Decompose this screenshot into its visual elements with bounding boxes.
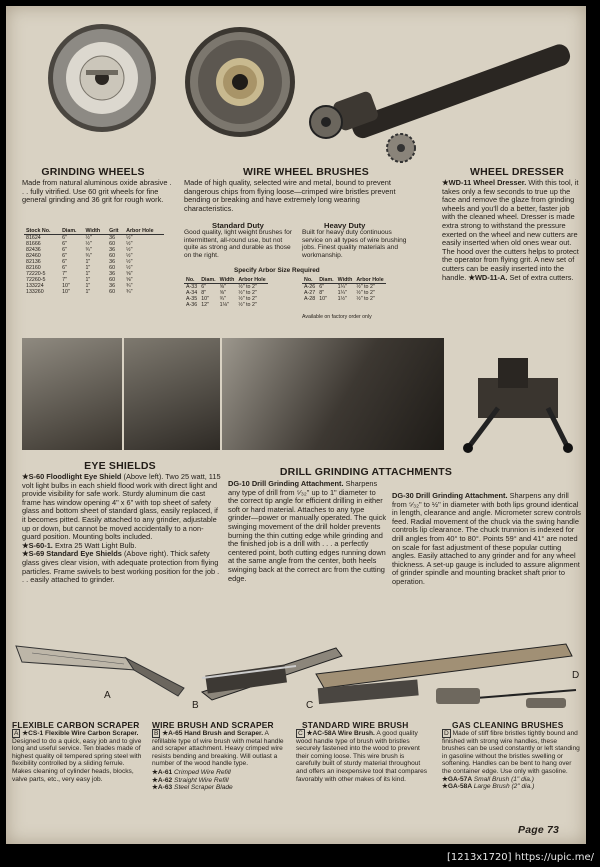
grinding-wheel-header: Stock No. — [24, 228, 60, 235]
grinding-wheel-cell: 60 — [109, 253, 116, 259]
grinding-wheel-header: Grit — [107, 228, 124, 235]
grinding-wheel-cell: 1" — [85, 277, 91, 283]
scraper-title: FLEXIBLE CARBON SCRAPER — [12, 720, 140, 730]
heavy-brush-cell: 1¼" — [337, 290, 347, 296]
gb-badge: D — [444, 730, 449, 737]
grinding-wheel-cell: 82460 — [26, 253, 41, 259]
grinding-wheel-cell: 1" — [85, 259, 91, 265]
wheel-dresser-photo — [306, 22, 578, 172]
gas-brush-item-desc: Small Brush (1" dia.) — [473, 775, 534, 783]
grinding-wheel-cell: ½" — [85, 241, 92, 247]
refill-item-desc: Straight Wire Refill — [174, 776, 229, 784]
grinding-wheel-cell: 10" — [62, 283, 70, 289]
grinding-wheel-cell: ¾" — [126, 283, 133, 289]
arbor-caption: Specify Arbor Size Required — [234, 267, 320, 274]
standard-brush-cell: ⅝" — [219, 290, 226, 296]
heavy-brush-cell: A-26 — [304, 284, 316, 290]
grinding-wheel-row — [24, 289, 164, 295]
gas-brush-drawing — [436, 688, 576, 708]
gas-brushes-text — [442, 730, 582, 791]
refill-item — [152, 769, 286, 777]
gas-brush-list — [442, 776, 582, 791]
a65-text: A refillable type of wire brush with metal handle and scraper attachment. Heavy crimped wire resists bending and breaking. Will outlast a number of the wood handle type. — [152, 730, 284, 768]
page-number: Page 73 — [518, 824, 560, 836]
tools-illustration — [6, 618, 586, 710]
grinding-wheel-header: Diam. — [60, 228, 83, 235]
grinding-wheel-cell: 6" — [62, 235, 67, 241]
cs1-item: ★CS-1 Flexible Wire Carbon Scraper. — [22, 730, 139, 737]
heavy-brush-cell: 1¼" — [337, 284, 347, 290]
grinding-wheel-cell: ⅝" — [126, 277, 133, 283]
tool-label-d: D — [572, 670, 580, 681]
refill-item-code: ★A-62 — [152, 776, 175, 784]
gb-text: Made of stiff fibre bristles tightly bound and finished with strong wire handles, these brushes can be used constantly or left standing in gasoline without the bristles swelling or softening. Handles can be bent to hang over the container edge. Use only with gasoline. — [442, 730, 580, 775]
standard-shield-photo — [124, 338, 220, 450]
grinding-wheel-cell: 36 — [109, 283, 116, 289]
watermark-bar — [0, 851, 600, 867]
gas-brush-item-desc: Large Brush (2" dia.) — [473, 783, 535, 791]
ac58a-text: A good quality wood handle type of brush with bristles securely fastened into the wood to prevent their coming loose. This wire brush is carefully built of sturdy material throughout and offers an inexpensive tool that compares favorably with other makes of its kind. — [296, 730, 428, 783]
drill-grinding-title: DRILL GRINDING ATTACHMENTS — [279, 466, 453, 478]
wd-11a-text: Set of extra cutters. — [509, 272, 574, 282]
s60-1-text: Extra 25 Watt Light Bulb. — [54, 540, 137, 550]
standard-brush-cell: 8" — [201, 290, 207, 296]
grinding-wheel-cell: ⅝" — [126, 271, 133, 277]
grinding-wheel-cell: 7" — [62, 271, 67, 277]
heavy-brush-row — [302, 296, 386, 302]
heavy-brush-cell: A-28 — [304, 296, 316, 302]
floodlight-shield-photo — [22, 338, 122, 450]
grinding-wheel-cell: ½" — [85, 235, 92, 241]
heavy-brush-cell: ½" to 2" — [356, 296, 375, 302]
wheel-dresser-title: WHEEL DRESSER — [469, 166, 564, 178]
grinding-wheel-cell: 6" — [62, 259, 67, 265]
dg10-item: DG-10 Drill Grinding Attachment. — [228, 479, 344, 488]
ac58a-item: ★AC-58A Wire Brush. — [306, 730, 375, 737]
grinding-wheel-cell: 6" — [62, 241, 67, 247]
grinding-wheel-cell: ½" — [126, 265, 133, 271]
a65-item: ★A-65 Hand Brush and Scraper. — [162, 730, 264, 737]
wire-brush-scraper-title: WIRE BRUSH AND SCRAPER — [152, 720, 274, 730]
grinding-wheel-cell: 36 — [109, 235, 116, 241]
grinding-wheel-cell: ½" — [126, 241, 133, 247]
grinding-wheel-cell: 82436 — [26, 247, 41, 253]
wd-11a-item: ★WD-11-A. — [468, 272, 508, 282]
grinding-wheel-cell: ½" — [126, 247, 133, 253]
standard-brush-cell: ½" to 2" — [238, 284, 257, 290]
refill-item-code: ★A-61 — [152, 768, 175, 776]
heavy-duty-text: Built for heavy duty continuous service on all types of wire brushing jobs. Finest quality materials and workmanship. — [302, 229, 407, 259]
grinding-wheel-cell: 36 — [109, 247, 116, 253]
s69-text: (Above right). Thick safety glass gives clear vision, with adequate protection from flying particles. Frame swivels to best working position for the job . . . easily attached to grinder. — [22, 549, 220, 585]
dg30-photo — [458, 338, 582, 458]
standard-duty-text: Good quality, light weight brushes for intermittent, all-round use, but not quite as strong and durable as those on the right. — [184, 229, 293, 259]
s60-item: ★S-60 Floodlight Eye Shield — [22, 472, 122, 481]
grinding-wheel-cell: ¾" — [85, 253, 92, 259]
grinding-wheel-cell: ½" — [126, 259, 133, 265]
grinding-wheel-cell: 1" — [85, 265, 91, 271]
heavy-brush-cell: 10" — [319, 296, 327, 302]
carbon-scraper-drawing — [16, 646, 184, 696]
catalog-page — [6, 6, 586, 844]
standard-brush-cell: ½" to 2" — [238, 302, 257, 308]
gas-brush-item-code: ★GA-57A — [442, 775, 474, 783]
grinding-wheel-cell: 6" — [62, 247, 67, 253]
s60-text: (Above left). Two 25 watt, 115 volt light bulbs in each shield flood work with direct light and provide visibility for safe work. Sturdy aluminum die cast frame has window opening 4" x 6" with top sheet of safety glass and bottom sheet of standard glass, easily replaced, if it becomes pitted. Easily attached to any grinder, adjustable up or down, but cannot be moved accidentally to a non-guard position. Mounting bolts included. — [22, 472, 221, 542]
grinding-wheel-cell: 60 — [109, 241, 116, 247]
tool-label-a: A — [104, 690, 111, 701]
tool-label-c: C — [306, 700, 314, 711]
s69-item: ★S-69 Standard Eye Shields — [22, 549, 122, 559]
refill-item-desc: Steel Scraper Blade — [174, 784, 233, 792]
standard-brush-cell: 6" — [201, 284, 207, 290]
heavy-brush-cell: 1½" — [337, 296, 347, 302]
heavy-brush-cell: 6" — [319, 284, 325, 290]
grinding-wheel-cell: 82160 — [26, 265, 41, 271]
heavy-brush-header: Diam. — [319, 277, 334, 283]
gas-brush-item-code: ★GA-58A — [442, 783, 474, 791]
grinding-wheel-cell: 133260 — [26, 289, 44, 295]
refill-item-code: ★A-63 — [152, 784, 175, 792]
standard-brush-header: No. — [184, 277, 199, 284]
wire-wheel-photo — [184, 26, 296, 138]
standard-brush-cell: ½" to 2" — [238, 296, 257, 302]
grinding-wheel-header: Width — [83, 228, 107, 235]
grinding-wheels-text: Made from natural aluminous oxide abrasive . . . fully vitrified. Use 60 grit wheels for fine general grinding and 36 grit for rough work. — [22, 178, 172, 205]
grinding-wheel-cell: 1" — [85, 271, 91, 277]
standard-brush-header: Diam. — [201, 277, 216, 283]
s60-1-item: ★S-60-1. — [22, 540, 53, 550]
standard-duty-table — [184, 277, 268, 308]
standard-brush-cell: 10" — [201, 296, 209, 302]
grinding-wheel-cell: 6" — [62, 265, 67, 271]
factory-footnote: Available on factory order only — [302, 314, 372, 320]
grinding-wheel-cell: 10" — [62, 289, 70, 295]
standard-brush-cell: A-34 — [186, 290, 198, 296]
refill-item-desc: Crimped Wire Refill — [174, 768, 231, 776]
standard-brush-cell: A-35 — [186, 296, 198, 302]
refill-item — [152, 784, 286, 792]
dg30-item: DG-30 Drill Grinding Attachment. — [392, 491, 508, 500]
scraper-badge: A — [14, 730, 19, 737]
grinding-wheel-cell: 60 — [109, 265, 116, 271]
watermark-text: [1213x1720] https://upic.me/ — [446, 852, 594, 863]
standard-brush-text — [296, 730, 430, 783]
grinding-wheel-cell: 60 — [109, 277, 116, 283]
grinding-wheel-cell: 81666 — [26, 241, 41, 247]
standard-brush-cell: ½" to 2" — [238, 290, 257, 296]
standard-brush-cell: 12" — [201, 302, 209, 308]
heavy-duty-table — [302, 277, 386, 302]
heavy-brush-cell: A-27 — [304, 290, 316, 296]
grinding-wheel-photo — [46, 22, 158, 134]
heavy-brush-cell: 8" — [319, 290, 325, 296]
standard-brush-row — [184, 302, 268, 308]
heavy-brush-header: Arbor Hole — [356, 277, 384, 283]
standard-brush-cell: 1⅛" — [219, 302, 229, 308]
standard-brush-title: STANDARD WIRE BRUSH — [302, 720, 409, 730]
grinding-wheel-header: Arbor Hole — [124, 228, 164, 235]
grinding-wheel-cell: ½" — [126, 253, 133, 259]
grinding-wheel-cell: 82136 — [26, 259, 41, 265]
grinding-wheel-cell: 72260-5 — [26, 277, 46, 283]
standard-brush-cell: ⅝" — [219, 284, 226, 290]
dg10-text — [228, 480, 388, 583]
wire-brush-scraper-text — [152, 730, 286, 792]
grinding-wheel-cell: 60 — [109, 289, 116, 295]
grinding-wheels-title: GRINDING WHEELS — [41, 166, 145, 178]
eye-shields-text — [22, 473, 222, 585]
grinding-wheel-cell: ¾" — [126, 289, 133, 295]
wire-wheel-brushes-title: WIRE WHEEL BRUSHES — [243, 166, 369, 178]
standard-duty-title: Standard Duty — [212, 221, 264, 230]
grinding-wheel-cell: 133224 — [26, 283, 44, 289]
gas-brush-item — [442, 783, 582, 791]
heavy-brush-cell: ½" to 2" — [356, 284, 375, 290]
wd-11-text: With this tool, it takes only a few seconds to true up the face and remove the glaze from grinding wheels and you'll do a better, faster job with the cleaned wheel. Dresser is made extra strong to withstand the pressure exerted on the wheel and new cutters are easily inserted when old ones wear out. The hood over the cutters helps to protect the operator from flying grit. A new set of cutters can be easily inserted into the handle. — [442, 178, 579, 282]
grinding-wheel-cell: 1" — [85, 283, 91, 289]
dg30-body: Sharpens any drill from ⁵⁄₃₂" to ½" in diameter with both lips ground identical in length, clearance and angle. Micrometer screw controls feed. Radial movement of the chuck via the swing handle controls lip clearance. The chuck trunnion is indexed for drill angles from 40° to 80°. Points 59° and 41° are noted on scale for fast adjustment of these popular cutting angles. Easily attached to any grinder and for any wheel thickness. A set-up gauge is included to assure alignment of grinder spindle and mounting bracket shaft prior to operation. — [392, 491, 581, 586]
wbs-badge: B — [154, 730, 159, 737]
standard-brush-cell: A-36 — [186, 302, 198, 308]
tool-label-b: B — [192, 700, 199, 711]
wire-wheel-brushes-text: Made of high quality, selected wire and metal, bound to prevent dangerous chips from flying loose—crimped wire bristles prevent bending or breaking and have extremely long wearing characteristics. — [184, 178, 396, 213]
grinding-wheels-table — [24, 228, 164, 295]
heavy-brush-header: Width — [337, 277, 353, 283]
grinding-wheel-cell: ¾" — [85, 247, 92, 253]
sb-badge: C — [298, 730, 303, 737]
cs1-text: Designed to do a quick, easy job and to give long and useful service. Ten blades made of highest quality oil tempered spring steel with flexibility controlled by a sliding ferrule. Makes cleaning of cylinder heads, blocks, valve parts, etc., very easy job. — [12, 737, 142, 783]
heavy-duty-title: Heavy Duty — [324, 221, 366, 230]
standard-brush-cell: A-33 — [186, 284, 198, 290]
grinding-wheel-cell: 7" — [62, 277, 67, 283]
heavy-brush-header: No. — [302, 277, 317, 284]
grinding-wheel-cell: 81624 — [26, 235, 41, 241]
wheel-dresser-text — [442, 179, 582, 282]
standard-brush-cell: ¾" — [219, 296, 226, 302]
dg10-body: Sharpens any type of drill from ⁵⁄₃₂" up to 1" diameter to the correct tip angle for efficient drilling in either soft or hard material. Attaches to any type grinder—power or manually operated. The quick swinging movement of the drill holder prevents burning the thin cutting edge while grinding and the finished job is a drill with . . . a perfectly centered point, both cutting edges running down at the same angle from the center, both heels swinging back at the correct arc from the cutting edge. — [228, 479, 387, 583]
heavy-brush-cell: ½" to 2" — [356, 290, 375, 296]
standard-brush-header: Arbor Hole — [238, 277, 266, 283]
gas-brushes-title: GAS CLEANING BRUSHES — [452, 720, 564, 730]
refill-list — [152, 769, 286, 792]
dg10-photo — [222, 338, 444, 450]
grinding-wheel-cell: 6" — [62, 253, 67, 259]
grinding-wheel-cell: 36 — [109, 259, 116, 265]
eye-shields-title: EYE SHIELDS — [84, 460, 156, 472]
grinding-wheel-cell: 36 — [109, 271, 116, 277]
grinding-wheel-cell: ½" — [126, 235, 133, 241]
wd-11-item: ★WD-11 Wheel Dresser. — [442, 178, 527, 187]
scraper-text — [12, 730, 142, 783]
grinding-wheel-cell: 1" — [85, 289, 91, 295]
standard-brush-header: Width — [219, 277, 235, 283]
dg30-text — [392, 492, 582, 587]
grinding-wheel-cell: 72220-5 — [26, 271, 46, 277]
